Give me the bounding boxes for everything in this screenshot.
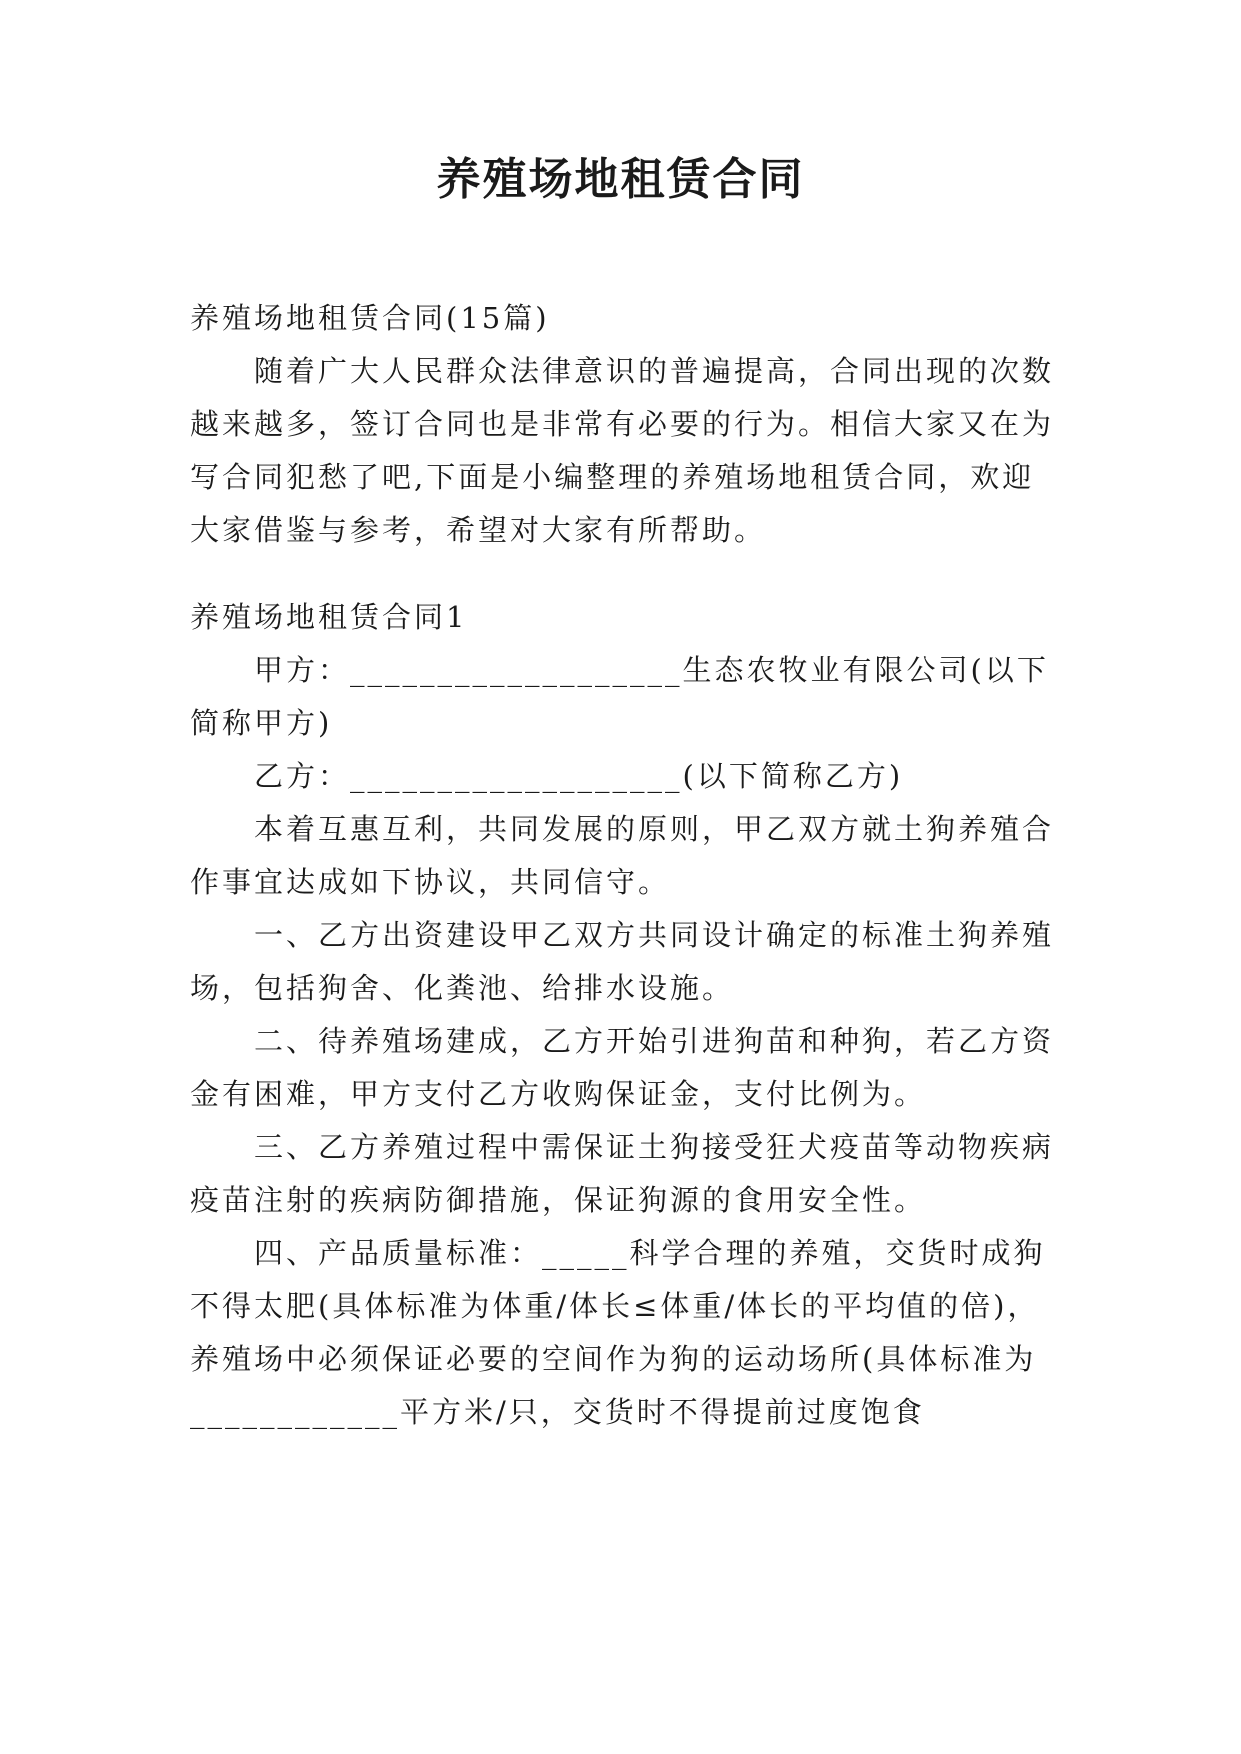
clause-2: 二、待养殖场建成，乙方开始引进狗苗和种狗，若乙方资金有困难，甲方支付乙方收购保证金，支付比例为。: [190, 1024, 1055, 1111]
clause-1: 一、乙方出资建设甲乙双方共同设计确定的标准土狗养殖场，包括狗舍、化粪池、给排水设施。: [190, 918, 1055, 1005]
clause-3: 三、乙方养殖过程中需保证土狗接受狂犬疫苗等动物疾病疫苗注射的疾病防御措施，保证狗源的食用安全性。: [190, 1130, 1055, 1217]
section-title: 养殖场地租赁合同1: [190, 600, 468, 634]
clause-4: 四、产品质量标准：_____科学合理的养殖，交货时成狗不得太肥(具体标准为体重/体长≤体重/体长的平均值的倍)，养殖场中必须保证必要的空间作为狗的运动场所(具体标准为____________平方米/只，交货时不得提前过度饱食: [190, 1236, 1046, 1429]
preamble-paragraph: 本着互惠互利，共同发展的原则，甲乙双方就土狗养殖合作事宜达成如下协议，共同信守。: [190, 812, 1055, 899]
document-title: 养殖场地租赁合同: [436, 154, 805, 205]
document-body: [190, 292, 1062, 1439]
intro-paragraph: 随着广大人民群众法律意识的普遍提高，合同出现的次数越来越多，签订合同也是非常有必要的行为。相信大家又在为写合同犯愁了吧,下面是小编整理的养殖场地租赁合同，欢迎大家借鉴与参考，希望对大家有所帮助。: [190, 354, 1055, 547]
document-subtitle: 养殖场地租赁合同(15篇): [190, 301, 550, 335]
party-a-line: 甲方：___________________生态农牧业有限公司(以下简称甲方): [190, 653, 1049, 740]
party-b-line: 乙方：___________________(以下简称乙方): [254, 759, 904, 793]
